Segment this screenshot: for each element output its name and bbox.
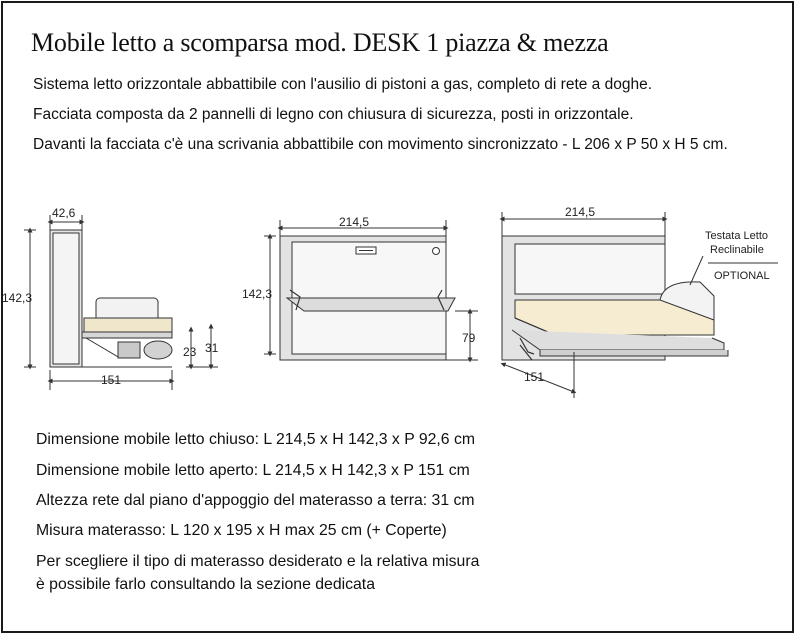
page-title: Mobile letto a scomparsa mod. DESK 1 piazza & mezza (31, 28, 609, 57)
spec-note-line-2: è possibile farlo consultando la sezione dedicata (36, 576, 375, 593)
optional-label: OPTIONAL (714, 270, 770, 282)
side-depth-open-label: 151 (101, 373, 122, 387)
headboard-label-line-2: Reclinabile (710, 244, 764, 256)
side-net-height-label: 31 (205, 341, 219, 355)
open-width-label: 214,5 (565, 205, 596, 219)
front-desk-height-label: 79 (462, 331, 476, 345)
spec-note-line-1: Per scegliere il tipo di materasso desiderato e la relativa misura (36, 553, 480, 570)
side-height-label: 142,3 (2, 291, 33, 305)
front-closed-view (264, 220, 478, 360)
description-line-2: Facciata composta da 2 pannelli di legno con chiusura di sicurezza, posti in orizzontale. (33, 106, 634, 123)
description-line-3: Davanti la facciata c'è una scrivania abbattibile con movimento sincronizzato - L 206 x P 50 x H 5 cm. (33, 136, 728, 153)
spec-closed: Dimensione mobile letto chiuso: L 214,5 x H 142,3 x P 92,6 cm (36, 431, 476, 448)
description-line-1: Sistema letto orizzontale abbattibile con l'ausilio di pistoni a gas, completo di rete a doghe. (33, 76, 653, 93)
open-depth-label: 151 (524, 370, 545, 384)
side-depth-closed-label: 42,6 (52, 206, 76, 220)
front-width-label: 214,5 (339, 215, 370, 229)
spec-net-height: Altezza rete dal piano d'appoggio del materasso a terra: 31 cm (36, 492, 475, 509)
side-view (24, 215, 218, 390)
front-height-label: 142,3 (242, 287, 273, 301)
headboard-label-line-1: Testata Letto (705, 230, 768, 242)
side-desk-height-label: 23 (183, 345, 197, 359)
spec-open: Dimensione mobile letto aperto: L 214,5 x H 142,3 x P 151 cm (36, 462, 470, 479)
spec-mattress: Misura materasso: L 120 x 195 x H max 25 cm (+ Coperte) (36, 522, 447, 539)
